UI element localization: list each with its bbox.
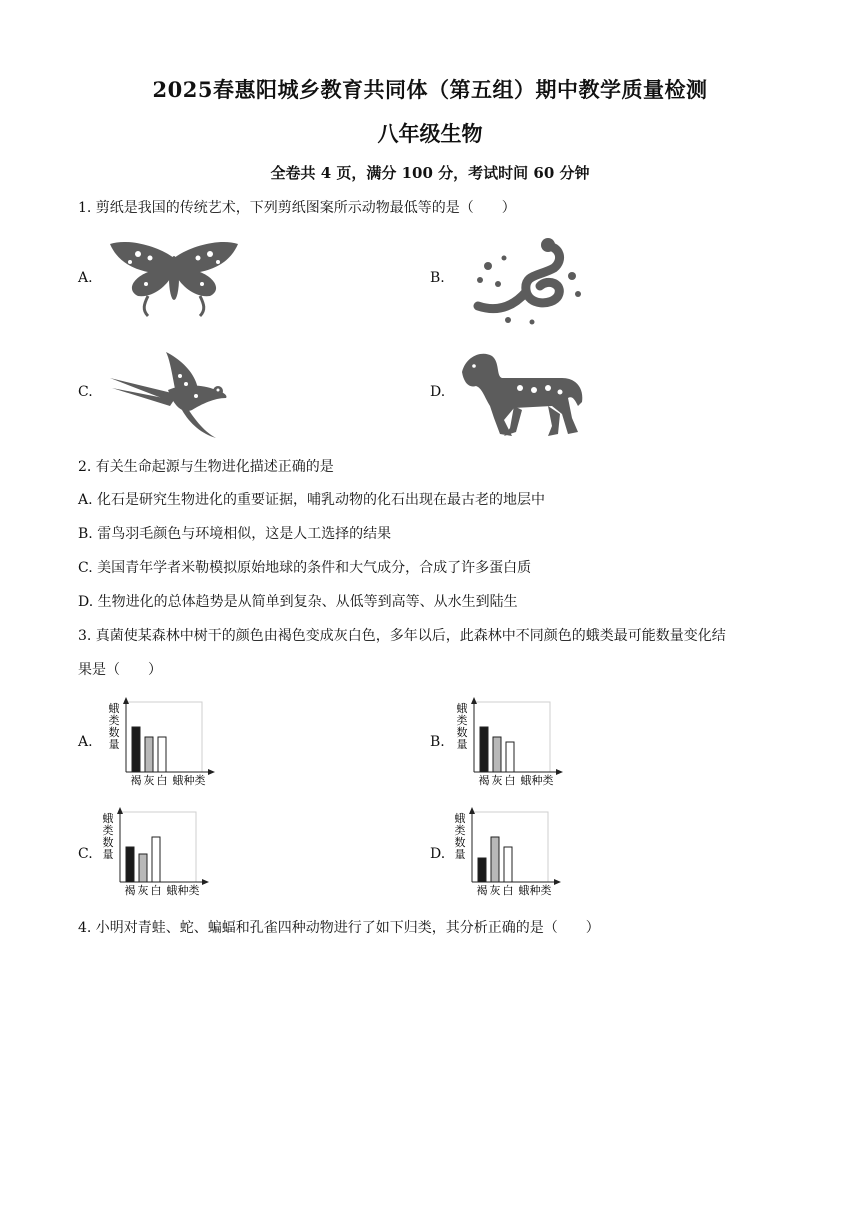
q2-option-b: B. 雷鸟羽毛颜色与环境相似，这是人工选择的结果 — [78, 526, 392, 542]
q3-option-d-label: D. — [430, 846, 446, 862]
x-axis-label: 蛾种类 — [520, 774, 554, 787]
bar-brown — [132, 727, 140, 772]
q1-option-b-label: B. — [430, 270, 445, 286]
y-axis-label: 蛾类数量 — [108, 702, 120, 751]
q1-option-a-label: A. — [78, 270, 93, 286]
q1-option-d-label: D. — [430, 384, 446, 400]
q3-option-c-label: C. — [78, 846, 93, 862]
horse-papercut-image — [456, 348, 588, 444]
y-axis-arrow — [123, 697, 129, 704]
x-axis-label: 蛾种类 — [166, 884, 200, 897]
bar-white — [504, 847, 512, 882]
bar-gray — [139, 854, 147, 882]
q3-chart-c — [100, 810, 230, 910]
category-label: 褐 — [478, 774, 490, 787]
category-label: 灰 — [491, 774, 503, 787]
q3-option-a-label: A. — [78, 734, 93, 750]
q1-option-c-label: C. — [78, 384, 93, 400]
x-axis-arrow — [208, 769, 215, 775]
bar-brown — [478, 858, 486, 882]
y-axis-arrow — [471, 697, 477, 704]
q3-chart-b — [454, 700, 584, 800]
bar-gray — [145, 737, 153, 772]
x-axis-arrow — [554, 879, 561, 885]
y-axis-label: 蛾类数量 — [454, 812, 466, 861]
category-label: 白 — [156, 774, 168, 787]
bird-papercut-image — [106, 350, 232, 444]
exam-info: 全卷共 4 页，满分 100 分，考试时间 60 分钟 — [270, 164, 590, 182]
question-4-stem: 4. 小明对青蛙、蛇、蝙蝠和孔雀四种动物进行了如下归类，其分析正确的是（ ） — [78, 920, 600, 936]
exam-subject: 八年级生物 — [377, 121, 483, 146]
bar-white — [158, 737, 166, 772]
q3-chart-d — [452, 810, 582, 910]
category-label: 褐 — [124, 884, 136, 897]
q3-option-b-label: B. — [430, 734, 445, 750]
question-2-stem: 2. 有关生命起源与生物进化描述正确的是 — [78, 459, 334, 475]
question-3-stem-line2: 果是（ ） — [78, 662, 162, 678]
category-label: 灰 — [143, 774, 155, 787]
category-label: 灰 — [137, 884, 149, 897]
category-label: 褐 — [130, 774, 142, 787]
category-label: 灰 — [489, 884, 501, 897]
question-1-stem: 1. 剪纸是我国的传统艺术，下列剪纸图案所示动物最低等的是（ ） — [78, 200, 516, 216]
x-axis-arrow — [202, 879, 209, 885]
bar-gray — [493, 737, 501, 772]
x-axis-arrow — [556, 769, 563, 775]
y-axis-arrow — [117, 807, 123, 814]
q3-chart-a — [106, 700, 236, 800]
q2-option-d: D. 生物进化的总体趋势是从简单到复杂、从低等到高等、从水生到陆生 — [78, 594, 518, 610]
y-axis-arrow — [469, 807, 475, 814]
category-label: 褐 — [476, 884, 488, 897]
bar-brown — [126, 847, 134, 882]
q2-option-c: C. 美国青年学者米勒模拟原始地球的条件和大气成分，合成了许多蛋白质 — [78, 560, 532, 576]
category-label: 白 — [150, 884, 162, 897]
snake-papercut-image — [468, 236, 588, 332]
y-axis-label: 蛾类数量 — [102, 812, 114, 861]
bar-white — [152, 837, 160, 882]
bar-brown — [480, 727, 488, 772]
question-3-stem-line1: 3. 真菌使某森林中树干的颜色由褐色变成灰白色，多年以后，此森林中不同颜色的蛾类最可能数量变化结 — [78, 628, 726, 644]
exam-title: 2025春惠阳城乡教育共同体（第五组）期中教学质量检测 — [152, 77, 708, 102]
y-axis-label: 蛾类数量 — [456, 702, 468, 751]
x-axis-label: 蛾种类 — [172, 774, 206, 787]
x-axis-label: 蛾种类 — [518, 884, 552, 897]
q2-option-a: A. 化石是研究生物进化的重要证据，哺乳动物的化石出现在最古老的地层中 — [78, 492, 546, 508]
category-label: 白 — [504, 774, 516, 787]
bar-white — [506, 742, 514, 772]
category-label: 白 — [502, 884, 514, 897]
bar-gray — [491, 837, 499, 882]
butterfly-papercut-image — [108, 238, 240, 322]
